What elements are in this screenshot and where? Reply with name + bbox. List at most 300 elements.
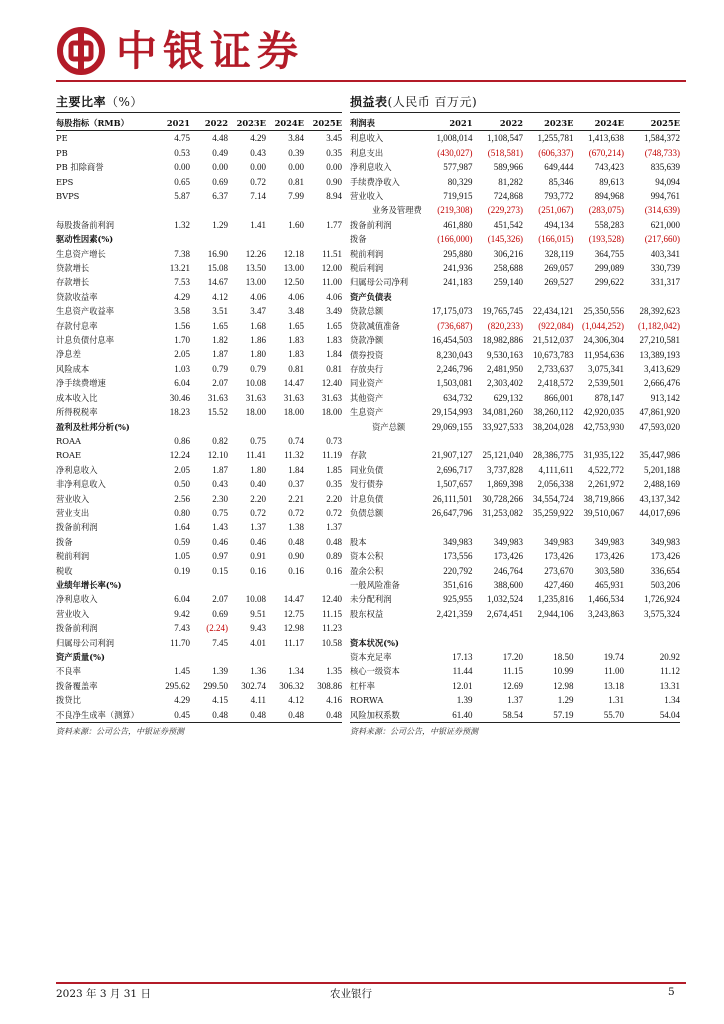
table-row [56, 664, 342, 678]
cell-value: 4.01 [250, 637, 266, 648]
cell-value: 18.00 [245, 407, 266, 418]
table-row [56, 333, 342, 347]
table-row [350, 362, 680, 376]
cell-value: 0.00 [326, 162, 342, 173]
cell-value: 11.00 [604, 666, 624, 677]
column-header-year: 2022 [190, 116, 228, 131]
cell-value [152, 420, 190, 434]
row-label: 净利息收入 [56, 594, 98, 605]
cell-value: 12.01 [452, 680, 473, 691]
cell-value: 0.48 [326, 536, 342, 547]
cell-value: 269,527 [544, 277, 574, 288]
cell-value: 743,423 [594, 162, 624, 173]
cell-value: 1.80 [250, 464, 266, 475]
table-row [350, 376, 680, 390]
cell-value: 3,243,863 [588, 608, 624, 619]
cell-value: (193,528) [588, 234, 624, 245]
cell-value: 259,140 [493, 277, 523, 288]
cell-value: 0.72 [326, 507, 342, 518]
table-row [56, 347, 342, 361]
cell-value: 4.12 [212, 291, 228, 302]
cell-value: 4.06 [250, 291, 266, 302]
cell-value: 1,032,524 [487, 594, 523, 605]
cell-value: 10.08 [245, 594, 266, 605]
row-label: 业绩年增长率(%) [56, 579, 122, 590]
cell-value: 0.40 [250, 479, 266, 490]
cell-value: 0.00 [250, 162, 266, 173]
cell-value: 913,142 [650, 392, 680, 403]
table-row [350, 463, 680, 477]
cell-value: 1.36 [250, 666, 266, 677]
row-label: 贷款净额 [350, 335, 384, 346]
table-row [350, 247, 680, 261]
cell-value: 9.42 [174, 608, 190, 619]
row-label: 不良净生成率（测算） [56, 708, 152, 723]
cell-value: 57.19 [523, 708, 574, 723]
row-label: 杠杆率 [350, 680, 375, 691]
table-row [350, 146, 680, 160]
cell-value: 34,081,260 [482, 407, 523, 418]
cell-value: 4.16 [326, 695, 342, 706]
cell-value: 273,670 [544, 565, 574, 576]
table-row [350, 275, 680, 289]
cell-value: 299.50 [203, 680, 228, 691]
cell-value: 2,696,717 [436, 464, 473, 475]
row-label: 存款 [350, 450, 367, 461]
cell-value: 12.10 [207, 450, 228, 461]
cell-value: 465,931 [594, 579, 624, 590]
cell-value: 0.48 [304, 708, 342, 723]
cell-value: 18.00 [321, 407, 342, 418]
cell-value: 26,647,796 [432, 507, 473, 518]
cell-value: (2.24) [206, 623, 228, 634]
row-label [350, 434, 422, 448]
cell-value [266, 650, 304, 664]
cell-value: 21,512,037 [533, 335, 574, 346]
cell-value: (670,214) [588, 147, 624, 158]
row-label: 拨备前利润 [56, 623, 98, 634]
cell-value: 16,454,503 [432, 335, 473, 346]
header-divider [56, 80, 686, 82]
income-statement-table [350, 116, 680, 723]
key-ratios-header-row [56, 116, 342, 131]
cell-value [304, 578, 342, 592]
cell-value: (518,581) [487, 147, 523, 158]
cell-value: 349,983 [594, 536, 624, 547]
cell-value [523, 520, 574, 534]
cell-value: 1,466,534 [588, 594, 624, 605]
cell-value: 29,154,993 [432, 407, 473, 418]
cell-value [190, 232, 228, 246]
cell-value: 349,983 [650, 536, 680, 547]
cell-value: 34,554,724 [533, 493, 574, 504]
income-statement-source: 资料来源：公司公告，中银证券预测 [350, 727, 478, 737]
row-label: 负债总额 [350, 507, 384, 518]
cell-value: 15.52 [207, 407, 228, 418]
table-row [56, 434, 342, 448]
cell-value: 1.35 [326, 666, 342, 677]
cell-value [473, 621, 524, 635]
cell-value: 4.29 [174, 291, 190, 302]
row-label: 贷款减值准备 [350, 320, 400, 331]
section-row [350, 636, 680, 650]
cell-value: 1.64 [174, 522, 190, 533]
cell-value: (606,337) [538, 147, 574, 158]
table-row [56, 160, 342, 174]
cell-value: 269,057 [544, 263, 574, 274]
cell-value: 4.48 [212, 133, 228, 144]
cell-value: 1.38 [288, 522, 304, 533]
cell-value: 6.04 [174, 378, 190, 389]
cell-value: (748,733) [644, 147, 680, 158]
cell-value: 629,132 [493, 392, 523, 403]
cell-value: 1,726,924 [644, 594, 680, 605]
cell-value: 2,481,950 [487, 363, 523, 374]
cell-value: 1.03 [174, 363, 190, 374]
table-row [350, 160, 680, 174]
cell-value: 0.90 [326, 176, 342, 187]
cell-value: 5,201,188 [644, 464, 680, 475]
bank-of-china-logo-icon [56, 26, 106, 76]
row-label: EPS [56, 176, 74, 187]
cell-value [228, 420, 266, 434]
table-row [56, 621, 342, 635]
table-row [56, 405, 342, 419]
cell-value [523, 621, 574, 635]
cell-value: 2,303,402 [487, 378, 523, 389]
income-statement-header-row [350, 116, 680, 131]
row-label: 业务及管理费 [372, 205, 422, 216]
table-row [350, 621, 680, 635]
row-label [56, 203, 152, 217]
cell-value: 25,121,040 [482, 450, 523, 461]
row-label: 生息资产 [350, 407, 384, 418]
cell-value: 12.98 [283, 623, 304, 634]
cell-value: 1.29 [212, 219, 228, 230]
cell-value [304, 232, 342, 246]
cell-value: 13.31 [659, 680, 680, 691]
cell-value: 2.56 [174, 493, 190, 504]
cell-value: 0.50 [174, 479, 190, 490]
row-label: 营业收入 [56, 608, 90, 619]
cell-value [266, 578, 304, 592]
cell-value: 719,915 [443, 191, 473, 202]
row-label [350, 520, 422, 534]
table-row [56, 492, 342, 506]
column-header-label: 每股指标（RMB） [56, 116, 152, 131]
cell-value: 3,737,828 [487, 464, 523, 475]
row-label: 发行债券 [350, 479, 384, 490]
row-label: 生息资产收益率 [56, 306, 115, 317]
cell-value: 11.17 [284, 637, 304, 648]
column-header-year: 2023E [523, 116, 574, 131]
cell-value: 15.08 [207, 263, 228, 274]
key-ratios-title [56, 92, 342, 113]
cell-value: 54.04 [624, 708, 680, 723]
cell-value: 0.81 [326, 363, 342, 374]
cell-value: 14.47 [283, 378, 304, 389]
row-label: 净利息收入 [350, 162, 392, 173]
cell-value: 2.21 [288, 493, 304, 504]
table-row [56, 463, 342, 477]
table-row [56, 477, 342, 491]
cell-value: 31,253,082 [482, 507, 523, 518]
table-row [56, 319, 342, 333]
cell-value: 4.29 [174, 695, 190, 706]
row-label: 存放央行 [350, 363, 384, 374]
key-ratios-table [56, 116, 342, 723]
cell-value: 0.00 [288, 162, 304, 173]
cell-value: 1,507,657 [436, 479, 473, 490]
table-row [350, 304, 680, 318]
cell-value: 47,593,020 [639, 421, 680, 432]
cell-value: 793,772 [544, 191, 574, 202]
row-label: ROAA [56, 435, 82, 446]
cell-value [422, 290, 473, 304]
cell-value: 0.46 [250, 536, 266, 547]
cell-value: 1.82 [212, 335, 228, 346]
row-label: 非净利息收入 [56, 479, 106, 490]
cell-value: 0.72 [288, 507, 304, 518]
table-row [350, 348, 680, 362]
cell-value: 12.24 [169, 450, 190, 461]
cell-value: 1.68 [250, 320, 266, 331]
cell-value: 0.39 [288, 147, 304, 158]
table-row [56, 362, 342, 376]
cell-value: 24,306,304 [583, 335, 624, 346]
cell-value: 241,936 [443, 263, 473, 274]
row-label: 营业收入 [350, 191, 384, 202]
row-label: 资产总额 [372, 421, 406, 432]
cell-value: 3.49 [326, 306, 342, 317]
cell-value: 0.15 [212, 565, 228, 576]
cell-value: 18.00 [283, 407, 304, 418]
cell-value: 0.74 [288, 435, 304, 446]
row-label: 资产负债表 [350, 291, 392, 302]
cell-value: 925,955 [443, 594, 473, 605]
key-ratios-title-text: 主要比率 [56, 95, 107, 109]
column-header-year: 2025E [624, 116, 680, 131]
cell-value: 173,426 [544, 551, 574, 562]
cell-value [473, 290, 524, 304]
cell-value: 302.74 [241, 680, 266, 691]
cell-value [624, 636, 680, 650]
cell-value: 1.05 [174, 551, 190, 562]
cell-value: 11.19 [322, 450, 342, 461]
cell-value: 4,111,611 [538, 464, 574, 475]
table-row [56, 304, 342, 318]
cell-value: 558,283 [594, 219, 624, 230]
table-row [56, 535, 342, 549]
cell-value: 246,764 [493, 565, 523, 576]
table-row [56, 247, 342, 261]
cell-value: 3.51 [212, 306, 228, 317]
section-row [56, 232, 342, 246]
row-label: BVPS [56, 191, 80, 202]
table-row [350, 679, 680, 693]
cell-value: 55.70 [574, 708, 625, 723]
cell-value: 0.43 [212, 479, 228, 490]
cell-value: 11.32 [284, 450, 304, 461]
cell-value: 427,460 [544, 579, 574, 590]
cell-value: 1.83 [288, 349, 304, 360]
key-ratios-source: 资料来源：公司公告，中银证券预测 [56, 727, 184, 737]
key-ratios-unit: （%） [106, 95, 143, 109]
cell-value: 13.00 [283, 263, 304, 274]
cell-value: 4.11 [250, 695, 266, 706]
cell-value: 1,108,547 [487, 133, 523, 144]
cell-value: 43,137,342 [639, 493, 680, 504]
cell-value: 10.58 [321, 637, 342, 648]
table-row [56, 146, 342, 160]
table-row [56, 520, 342, 534]
row-label: 贷款增长 [56, 263, 90, 274]
footer-divider [56, 982, 686, 984]
cell-value: 9.43 [250, 623, 266, 634]
cell-value: 6.37 [212, 191, 228, 202]
cell-value [152, 578, 190, 592]
cell-value: 11.12 [660, 666, 680, 677]
table-row [350, 664, 680, 678]
cell-value: 0.00 [174, 162, 190, 173]
cell-value: 0.79 [212, 363, 228, 374]
cell-value [228, 203, 266, 217]
row-label: 税前利润 [56, 551, 90, 562]
cell-value: 18.50 [553, 651, 574, 662]
row-label: 营业收入 [56, 493, 90, 504]
cell-value [228, 578, 266, 592]
column-header-year: 2021 [152, 116, 190, 131]
cell-value: (1,182,042) [638, 320, 680, 331]
cell-value: 19.74 [603, 651, 624, 662]
cell-value [574, 621, 625, 635]
cell-value: 1.87 [212, 349, 228, 360]
cell-value: 13.00 [245, 277, 266, 288]
cell-value: 12.00 [321, 263, 342, 274]
row-label: 计息负债 [350, 493, 384, 504]
table-row [350, 203, 680, 217]
row-label: 拨备覆盖率 [56, 680, 98, 691]
cell-value: 328,119 [544, 248, 574, 259]
cell-value: 8.94 [326, 191, 342, 202]
cell-value [152, 232, 190, 246]
row-label: 核心一级资本 [350, 666, 400, 677]
cell-value: (217,660) [644, 234, 680, 245]
table-row [56, 549, 342, 563]
row-label: 税前利润 [350, 248, 384, 259]
cell-value: 1.65 [288, 320, 304, 331]
cell-value: 25,350,556 [583, 306, 624, 317]
table-row [350, 218, 680, 232]
cell-value: 0.86 [174, 435, 190, 446]
table-row [56, 376, 342, 390]
column-header-year: 2021 [422, 116, 473, 131]
cell-value: 17.20 [502, 651, 523, 662]
cell-value: 1.83 [326, 335, 342, 346]
cell-value: (820,233) [487, 320, 523, 331]
cell-value: 1.45 [174, 666, 190, 677]
cell-value: 589,966 [493, 162, 523, 173]
cell-value: (922,084) [538, 320, 574, 331]
table-row [350, 607, 680, 621]
cell-value: 0.46 [212, 536, 228, 547]
cell-value: 1,584,372 [644, 133, 680, 144]
key-ratios-panel [56, 92, 342, 737]
cell-value: 3,575,324 [644, 608, 680, 619]
row-label: 股本 [350, 536, 367, 547]
cell-value: 1.77 [326, 219, 342, 230]
cell-value: 12.18 [283, 248, 304, 259]
row-label: 税后利润 [350, 263, 384, 274]
cell-value: 7.53 [174, 277, 190, 288]
cell-value: 89,613 [599, 176, 624, 187]
cell-value: 173,426 [650, 551, 680, 562]
cell-value: 42,753,930 [583, 421, 624, 432]
cell-value: 1.37 [326, 522, 342, 533]
row-label: 归属母公司净利 [350, 277, 409, 288]
row-label: 资本公积 [350, 551, 384, 562]
cell-value: 11.15 [322, 608, 342, 619]
row-label: PB 扣除商誉 [56, 162, 104, 173]
cell-value [624, 621, 680, 635]
cell-value: 351,616 [443, 579, 473, 590]
row-label: 营业支出 [56, 507, 90, 518]
cell-value: 0.48 [228, 708, 266, 723]
cell-value: 1.41 [250, 219, 266, 230]
cell-value [624, 520, 680, 534]
cell-value [624, 434, 680, 448]
table-row [56, 131, 342, 146]
cell-value: 13.18 [603, 680, 624, 691]
row-label: 每股拨备前利润 [56, 219, 115, 230]
cell-value: 0.49 [212, 147, 228, 158]
cell-value: 0.37 [288, 479, 304, 490]
cell-value: 878,147 [594, 392, 624, 403]
table-row [350, 420, 680, 434]
cell-value: 1.34 [288, 666, 304, 677]
section-row [56, 420, 342, 434]
cell-value [152, 203, 190, 217]
cell-value: 2,488,169 [644, 479, 680, 490]
cell-value: 33,927,533 [482, 421, 523, 432]
cell-value: 0.81 [288, 176, 304, 187]
table-row [350, 564, 680, 578]
row-label [350, 621, 422, 635]
cell-value: 0.82 [212, 435, 228, 446]
cell-value [190, 650, 228, 664]
cell-value: 1.39 [212, 666, 228, 677]
row-label: 净利息收入 [56, 464, 98, 475]
cell-value [228, 232, 266, 246]
cell-value: 29,069,155 [432, 421, 473, 432]
cell-value: 38,204,028 [533, 421, 574, 432]
cell-value: 20.92 [659, 651, 680, 662]
cell-value: 4,522,772 [588, 464, 624, 475]
cell-value: 0.53 [174, 147, 190, 158]
cell-value: 9,530,163 [487, 349, 523, 360]
cell-value: 30.46 [169, 392, 190, 403]
row-label: 净息差 [56, 349, 81, 360]
row-label: 同业负债 [350, 464, 384, 475]
row-label: 生息资产增长 [56, 248, 106, 259]
cell-value: 330,739 [650, 263, 680, 274]
table-row [350, 448, 680, 462]
table-row [350, 506, 680, 520]
row-label: 驱动性因素(%) [56, 234, 114, 245]
cell-value [304, 203, 342, 217]
cell-value: 2.05 [174, 464, 190, 475]
cell-value: 8,230,043 [436, 349, 473, 360]
